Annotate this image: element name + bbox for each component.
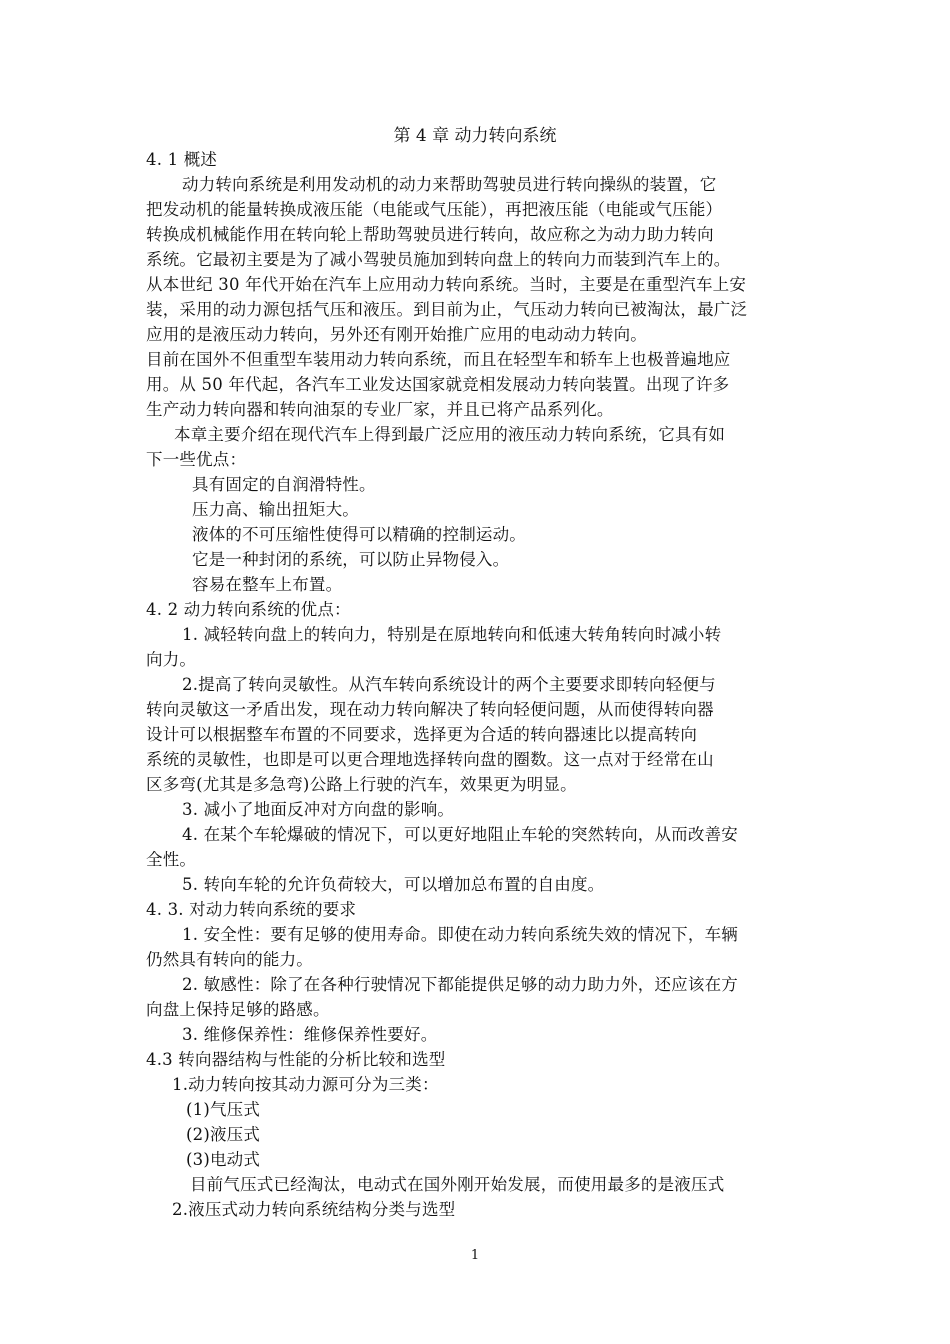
section-heading: 4. 2 动力转向系统的优点： (146, 600, 351, 619)
paragraph-line: 区多弯(尤其是多急弯)公路上行驶的汽车，效果更为明显。 (146, 775, 577, 794)
page-number: 1 (470, 1248, 480, 1263)
paragraph-line: 动力转向系统是利用发动机的动力来帮助驾驶员进行转向操纵的装置，它 (182, 175, 717, 194)
paragraph-line: 1. 安全性：要有足够的使用寿命。即使在动力转向系统失效的情况下，车辆 (182, 925, 738, 944)
list-item: 压力高、输出扭矩大。 (192, 500, 359, 519)
paragraph-line: 全性。 (146, 850, 197, 869)
paragraph-line: 系统。它最初主要是为了减小驾驶员施加到转向盘上的转向力而装到汽车上的。 (146, 250, 731, 269)
list-item: (3)电动式 (186, 1150, 261, 1169)
paragraph-line: 2.提高了转向灵敏性。从汽车转向系统设计的两个主要要求即转向轻便与 (182, 675, 716, 694)
paragraph-line: 2.液压式动力转向系统结构分类与选型 (172, 1200, 456, 1219)
list-item: 容易在整车上布置。 (192, 575, 343, 594)
paragraph-line: 向盘上保持足够的路感。 (146, 1000, 330, 1019)
paragraph-line: 下一些优点： (146, 450, 247, 469)
list-item: (1)气压式 (186, 1100, 261, 1119)
paragraph-line: 向力。 (146, 650, 197, 669)
paragraph-line: 2. 敏感性：除了在各种行驶情况下都能提供足够的动力助力外，还应该在方 (182, 975, 738, 994)
section-heading: 4. 3. 对动力转向系统的要求 (146, 900, 357, 919)
section-heading: 4. 1 概述 (146, 150, 218, 169)
paragraph-line: 生产动力转向器和转向油泵的专业厂家，并且已将产品系列化。 (146, 400, 614, 419)
list-item: 液体的不可压缩性使得可以精确的控制运动。 (192, 525, 526, 544)
section-heading: 4.3 转向器结构与性能的分析比较和选型 (146, 1050, 446, 1069)
paragraph-line: 仍然具有转向的能力。 (146, 950, 313, 969)
paragraph-line: 4. 在某个车轮爆破的情况下，可以更好地阻止车轮的突然转向，从而改善安 (182, 825, 738, 844)
paragraph-line: 应用的是液压动力转向，另外还有刚开始推广应用的电动动力转向。 (146, 325, 647, 344)
paragraph-line: 1.动力转向按其动力源可分为三类： (172, 1075, 439, 1094)
paragraph-line: 目前气压式已经淘汰，电动式在国外刚开始发展，而使用最多的是液压式 (190, 1175, 725, 1194)
paragraph-line: 3. 减小了地面反冲对方向盘的影响。 (182, 800, 455, 819)
paragraph-line: 5. 转向车轮的允许负荷较大，可以增加总布置的自由度。 (182, 875, 605, 894)
paragraph-line: 用。从 50 年代起，各汽车工业发达国家就竞相发展动力转向装置。出现了许多 (146, 375, 730, 394)
chapter-title: 第 4 章 动力转向系统 (393, 126, 557, 146)
list-item: (2)液压式 (186, 1125, 261, 1144)
paragraph-line: 装，采用的动力源包括气压和液压。到目前为止，气压动力转向已被淘汰，最广泛 (146, 300, 748, 319)
list-item: 它是一种封闭的系统，可以防止异物侵入。 (192, 550, 510, 569)
paragraph-line: 设计可以根据整车布置的不同要求，选择更为合适的转向器速比以提高转向 (146, 725, 698, 744)
paragraph-line: 转换成机械能作用在转向轮上帮助驾驶员进行转向，故应称之为动力助力转向 (146, 225, 714, 244)
paragraph-line: 本章主要介绍在现代汽车上得到最广泛应用的液压动力转向系统，它具有如 (174, 425, 726, 444)
paragraph-line: 转向灵敏这一矛盾出发，现在动力转向解决了转向轻便问题，从而使得转向器 (146, 700, 714, 719)
paragraph-line: 目前在国外不但重型车装用动力转向系统，而且在轻型车和轿车上也极普遍地应 (146, 350, 731, 369)
paragraph-line: 3. 维修保养性：维修保养性要好。 (182, 1025, 438, 1044)
paragraph-line: 系统的灵敏性，也即是可以更合理地选择转向盘的圈数。这一点对于经常在山 (146, 750, 714, 769)
paragraph-line: 1. 减轻转向盘上的转向力，特别是在原地转向和低速大转角转向时减小转 (182, 625, 722, 644)
paragraph-line: 把发动机的能量转换成液压能（电能或气压能），再把液压能（电能或气压能） (146, 200, 723, 219)
paragraph-line: 从本世纪 30 年代开始在汽车上应用动力转向系统。当时，主要是在重型汽车上安 (146, 275, 747, 294)
list-item: 具有固定的自润滑特性。 (192, 475, 376, 494)
